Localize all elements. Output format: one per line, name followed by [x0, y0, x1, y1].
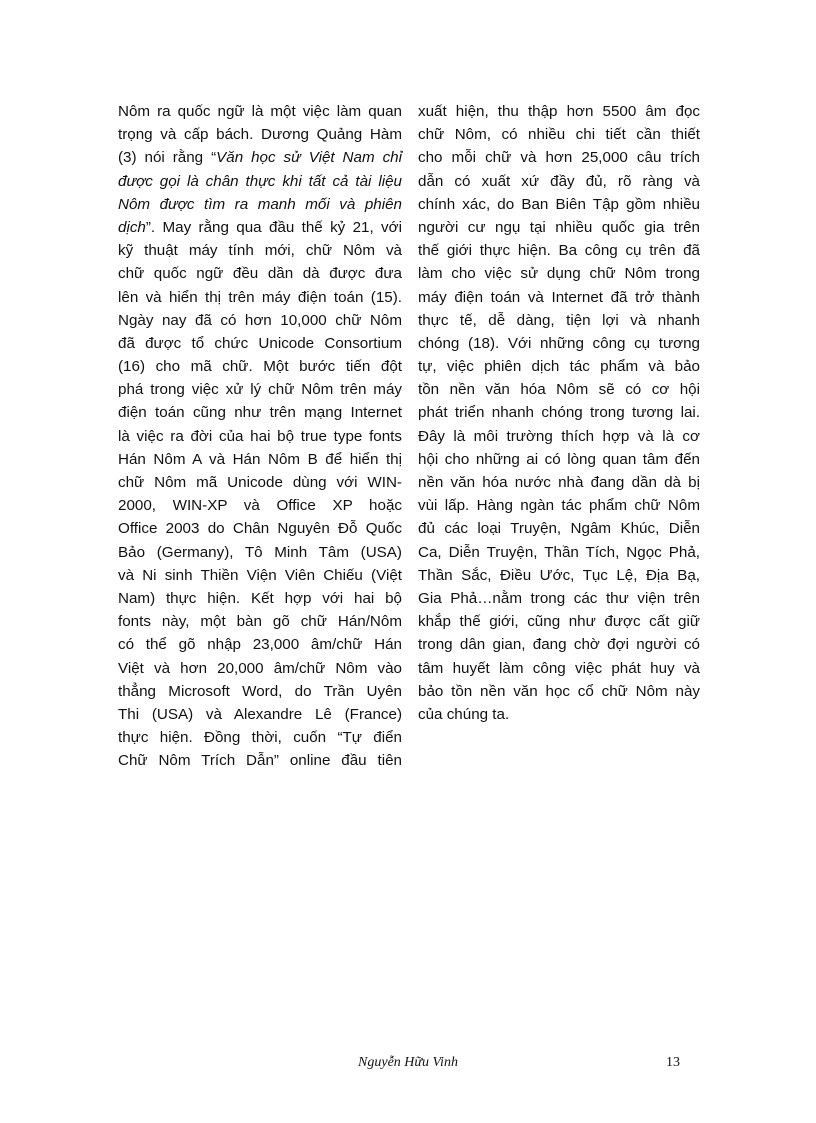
text-line: phá trong việc xử lý chữ Nôm trên máy: [118, 381, 402, 399]
text-line: thực tế, dễ dàng, tiện lợi và nhanh: [418, 311, 700, 329]
text-line: chữ Nôm, có nhiều chi tiết cần thiết: [418, 126, 700, 144]
text-line: Việt và hơn 20,000 âm/chữ Nôm vào: [118, 659, 402, 677]
text-line: điện toán cũng như trên mạng Internet: [118, 404, 402, 422]
text-line: Thần Sắc, Điều Ước, Tục Lệ, Địa Bạ,: [418, 566, 700, 584]
text-line: Ngày nay đã có hơn 10,000 chữ Nôm: [118, 311, 402, 329]
text-line: thẳng Microsoft Word, do Trần Uyên: [118, 682, 402, 700]
footer-author: Nguyễn Hữu Vinh: [358, 1055, 458, 1070]
text-line: chữ Nôm mã Unicode dùng với WIN-: [118, 474, 402, 491]
text-line: đủ các loại Truyện, Ngâm Khúc, Diễn: [418, 520, 700, 538]
text-line: tâm huyết làm công việc phát huy và: [418, 659, 700, 677]
text-line: Bảo (Germany), Tô Minh Tâm (USA): [118, 543, 402, 561]
text-line: có thể gõ nhập 23,000 âm/chữ Hán: [118, 636, 402, 654]
text-line: bảo tồn nền văn học cổ chữ Nôm này: [418, 682, 700, 700]
text-line: kỹ thuật máy tính mới, chữ Nôm và: [118, 242, 402, 260]
text-line: fonts này, một bàn gõ chữ Hán/Nôm: [118, 613, 402, 631]
text-segment: (3) nói rằng “: [118, 149, 217, 167]
right-text-column: [418, 100, 700, 726]
text-line: chóng (18). Với những công cụ tương: [418, 334, 700, 352]
text-line: Office 2003 do Chân Nguyên Đỗ Quốc: [118, 520, 402, 538]
text-line: người cư ngụ tại nhiều quốc gia trên: [418, 218, 700, 236]
text-line: chữ quốc ngữ đều dần dà được đưa: [118, 265, 402, 283]
text-line: [118, 216, 402, 239]
text-line: là việc ra đời của hai bộ true type fonts: [118, 427, 402, 445]
text-line: trọng và cấp bách. Dương Quảng Hàm: [118, 126, 402, 144]
left-text-column: [118, 100, 402, 772]
text-line: Ca, Diễn Truyện, Thần Tích, Ngọc Phả,: [418, 543, 700, 561]
text-line: và Ni sinh Thiền Viện Viên Chiếu (Việt: [118, 566, 402, 584]
text-line: [118, 146, 402, 169]
text-line: 2000, WIN-XP và Office XP hoặc: [118, 497, 402, 515]
text-line: đã được tổ chức Unicode Consortium: [118, 334, 402, 352]
text-line: lên và hiển thị trên máy điện toán (15).: [118, 288, 402, 306]
text-line: xuất hiện, thu thập hơn 5500 âm đọc: [418, 103, 700, 120]
quote-text-line: Nôm được tìm ra manh mối và phiên: [118, 195, 402, 213]
text-line: máy điện toán và Internet đã trở thành: [418, 288, 700, 306]
text-line: dẫn có xuất xứ đầy đủ, rõ ràng và: [418, 172, 700, 190]
text-line: Chữ Nôm Trích Dẫn” online đầu tiên: [118, 752, 402, 770]
text-line: thế giới thực hiện. Ba công cụ trên đã: [418, 242, 700, 260]
text-line: khắp thế giới, cũng như được cất giữ: [418, 613, 700, 631]
text-line: tồn nền văn hóa Nôm sẽ có cơ hội: [418, 381, 700, 399]
text-line: Nôm ra quốc ngữ là một việc làm quan: [118, 103, 402, 120]
text-line: vùi lấp. Hàng ngàn tác phẩm chữ Nôm: [418, 497, 700, 515]
text-segment: ”. May rằng qua đầu thế kỷ 21, với: [145, 218, 402, 236]
quote-text-segment: dịch: [118, 218, 146, 236]
text-line: trong dân gian, đang chờ đợi người có: [418, 636, 700, 654]
text-line: nền văn hóa nước nhà đang dần dà bị: [418, 474, 700, 491]
text-line: cho mỗi chữ và hơn 25,000 câu trích: [418, 149, 700, 167]
text-line: Thi (USA) và Alexandre Lê (France): [118, 705, 402, 723]
text-line: làm cho việc sử dụng chữ Nôm trong: [418, 265, 700, 283]
text-line: Nam) thực hiện. Kết hợp với hai bộ: [118, 589, 402, 607]
quote-text-segment: Văn học sử Việt Nam chỉ: [216, 149, 402, 167]
text-line: phát triển nhanh chóng trong tương lai.: [418, 404, 700, 422]
quote-text-line: được gọi là chân thực khi tất cả tài liệu: [118, 172, 402, 190]
text-line: (16) cho mã chữ. Một bước tiến đột: [118, 358, 402, 376]
text-line: chính xác, do Ban Biên Tập gồm nhiều: [418, 195, 700, 213]
text-line: Đây là môi trường thích hợp và là cơ: [418, 427, 700, 445]
text-line: Hán Nôm A và Hán Nôm B để hiển thị: [118, 450, 402, 468]
text-line: thực hiện. Đồng thời, cuốn “Tự điển: [118, 729, 402, 747]
text-line: của chúng ta.: [418, 705, 510, 723]
text-line: Gia Phả…nằm trong các thư viện trên: [418, 589, 700, 607]
text-line: tự, việc phiên dịch tác phẩm và bảo: [418, 358, 700, 376]
page-number: 13: [666, 1055, 680, 1070]
text-line: hội cho những ai có lòng quan tâm đến: [418, 450, 700, 468]
